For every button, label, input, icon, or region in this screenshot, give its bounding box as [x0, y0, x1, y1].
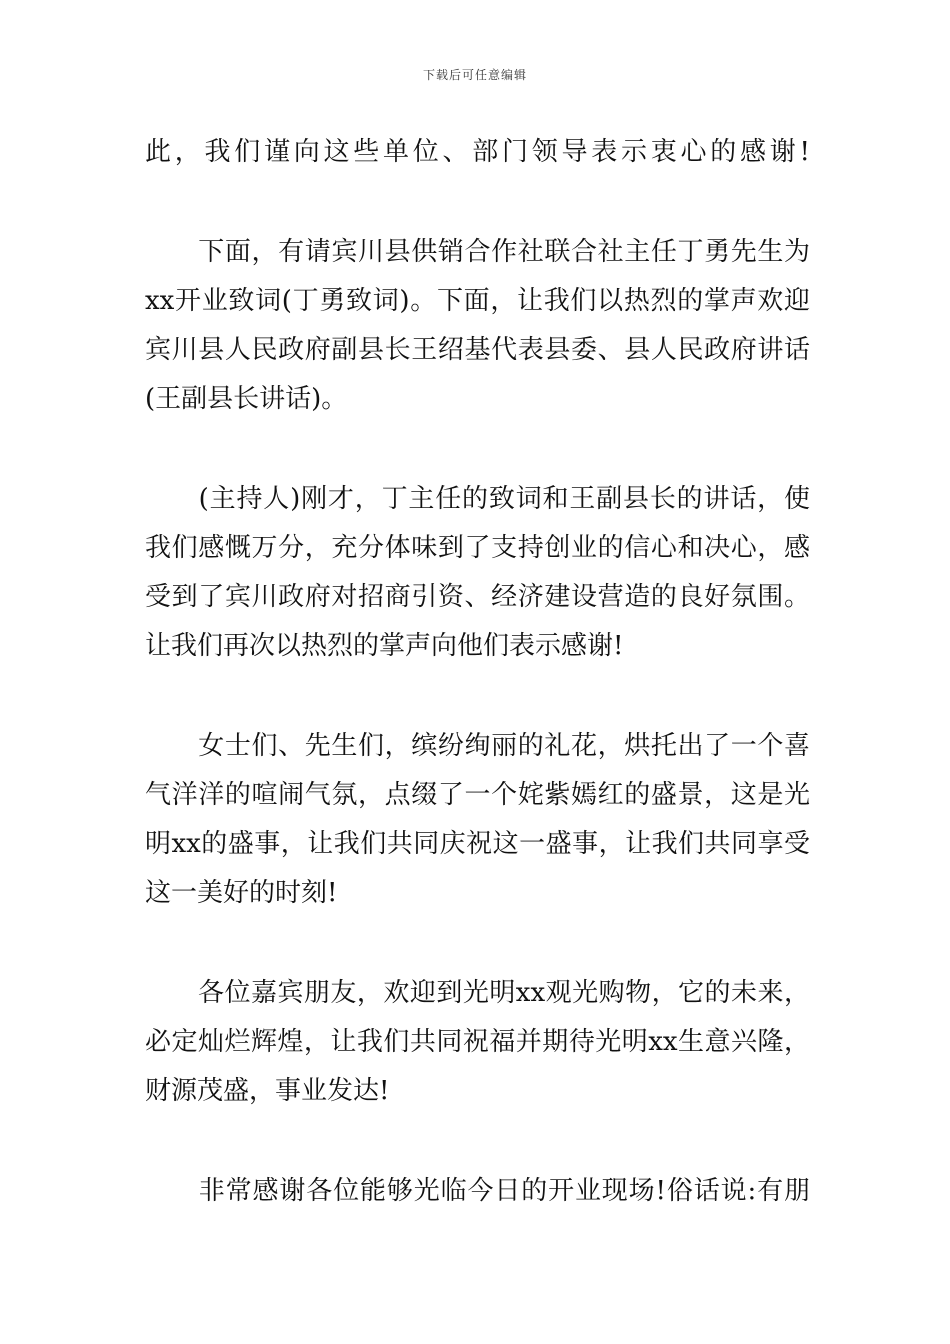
text-line: 下面，有请宾川县供销合作社联合社主任丁勇先生为	[145, 237, 810, 267]
paragraph-gap	[145, 424, 810, 475]
page-header-note: 下载后可任意编辑	[422, 68, 527, 82]
text-line: 财源茂盛，事业发达!	[145, 1076, 390, 1106]
text-line: (主持人)刚才，丁主任的致词和王副县长的讲话，使	[145, 484, 810, 514]
text-line: 我们感慨万分，充分体味到了支持创业的信心和决心，感	[145, 533, 810, 563]
text-line: 明xx的盛事，让我们共同庆祝这一盛事，让我们共同享受	[145, 829, 810, 859]
paragraph-gap	[145, 177, 810, 228]
paragraph-gap	[145, 1116, 810, 1167]
text-line: 各位嘉宾朋友，欢迎到光明xx观光购物，它的未来，	[145, 978, 810, 1008]
paragraph-closing	[145, 1167, 810, 1216]
document-body	[145, 128, 810, 1216]
paragraph-thanks	[145, 128, 810, 177]
paragraph-gap	[145, 671, 810, 722]
text-line: 必定灿烂辉煌，让我们共同祝福并期待光明xx生意兴隆，	[145, 1027, 810, 1057]
paragraph-celebration	[145, 722, 810, 918]
text-line: 这一美好的时刻!	[145, 878, 338, 908]
paragraph-welcome	[145, 969, 810, 1116]
text-line: 此，我们谨向这些单位、部门领导表示衷心的感谢!	[145, 137, 810, 167]
text-line: xx开业致词(丁勇致词)。下面，让我们以热烈的掌声欢迎	[145, 286, 810, 316]
paragraph-gap	[145, 918, 810, 969]
text-line: 受到了宾川政府对招商引资、经济建设营造的良好氛围。	[145, 582, 810, 612]
text-line: 让我们再次以热烈的掌声向他们表示感谢!	[145, 631, 624, 661]
text-line: (王副县长讲话)。	[145, 384, 348, 414]
text-line: 气洋洋的喧闹气氛，点缀了一个姹紫嫣红的盛景，这是光	[145, 780, 810, 810]
paragraph-speech-intro	[145, 228, 810, 424]
text-line: 女士们、先生们，缤纷绚丽的礼花，烘托出了一个喜	[145, 731, 810, 761]
paragraph-host-remarks	[145, 475, 810, 671]
text-line: 宾川县人民政府副县长王绍基代表县委、县人民政府讲话	[145, 335, 810, 365]
text-line: 非常感谢各位能够光临今日的开业现场!俗话说:有朋	[145, 1176, 810, 1206]
